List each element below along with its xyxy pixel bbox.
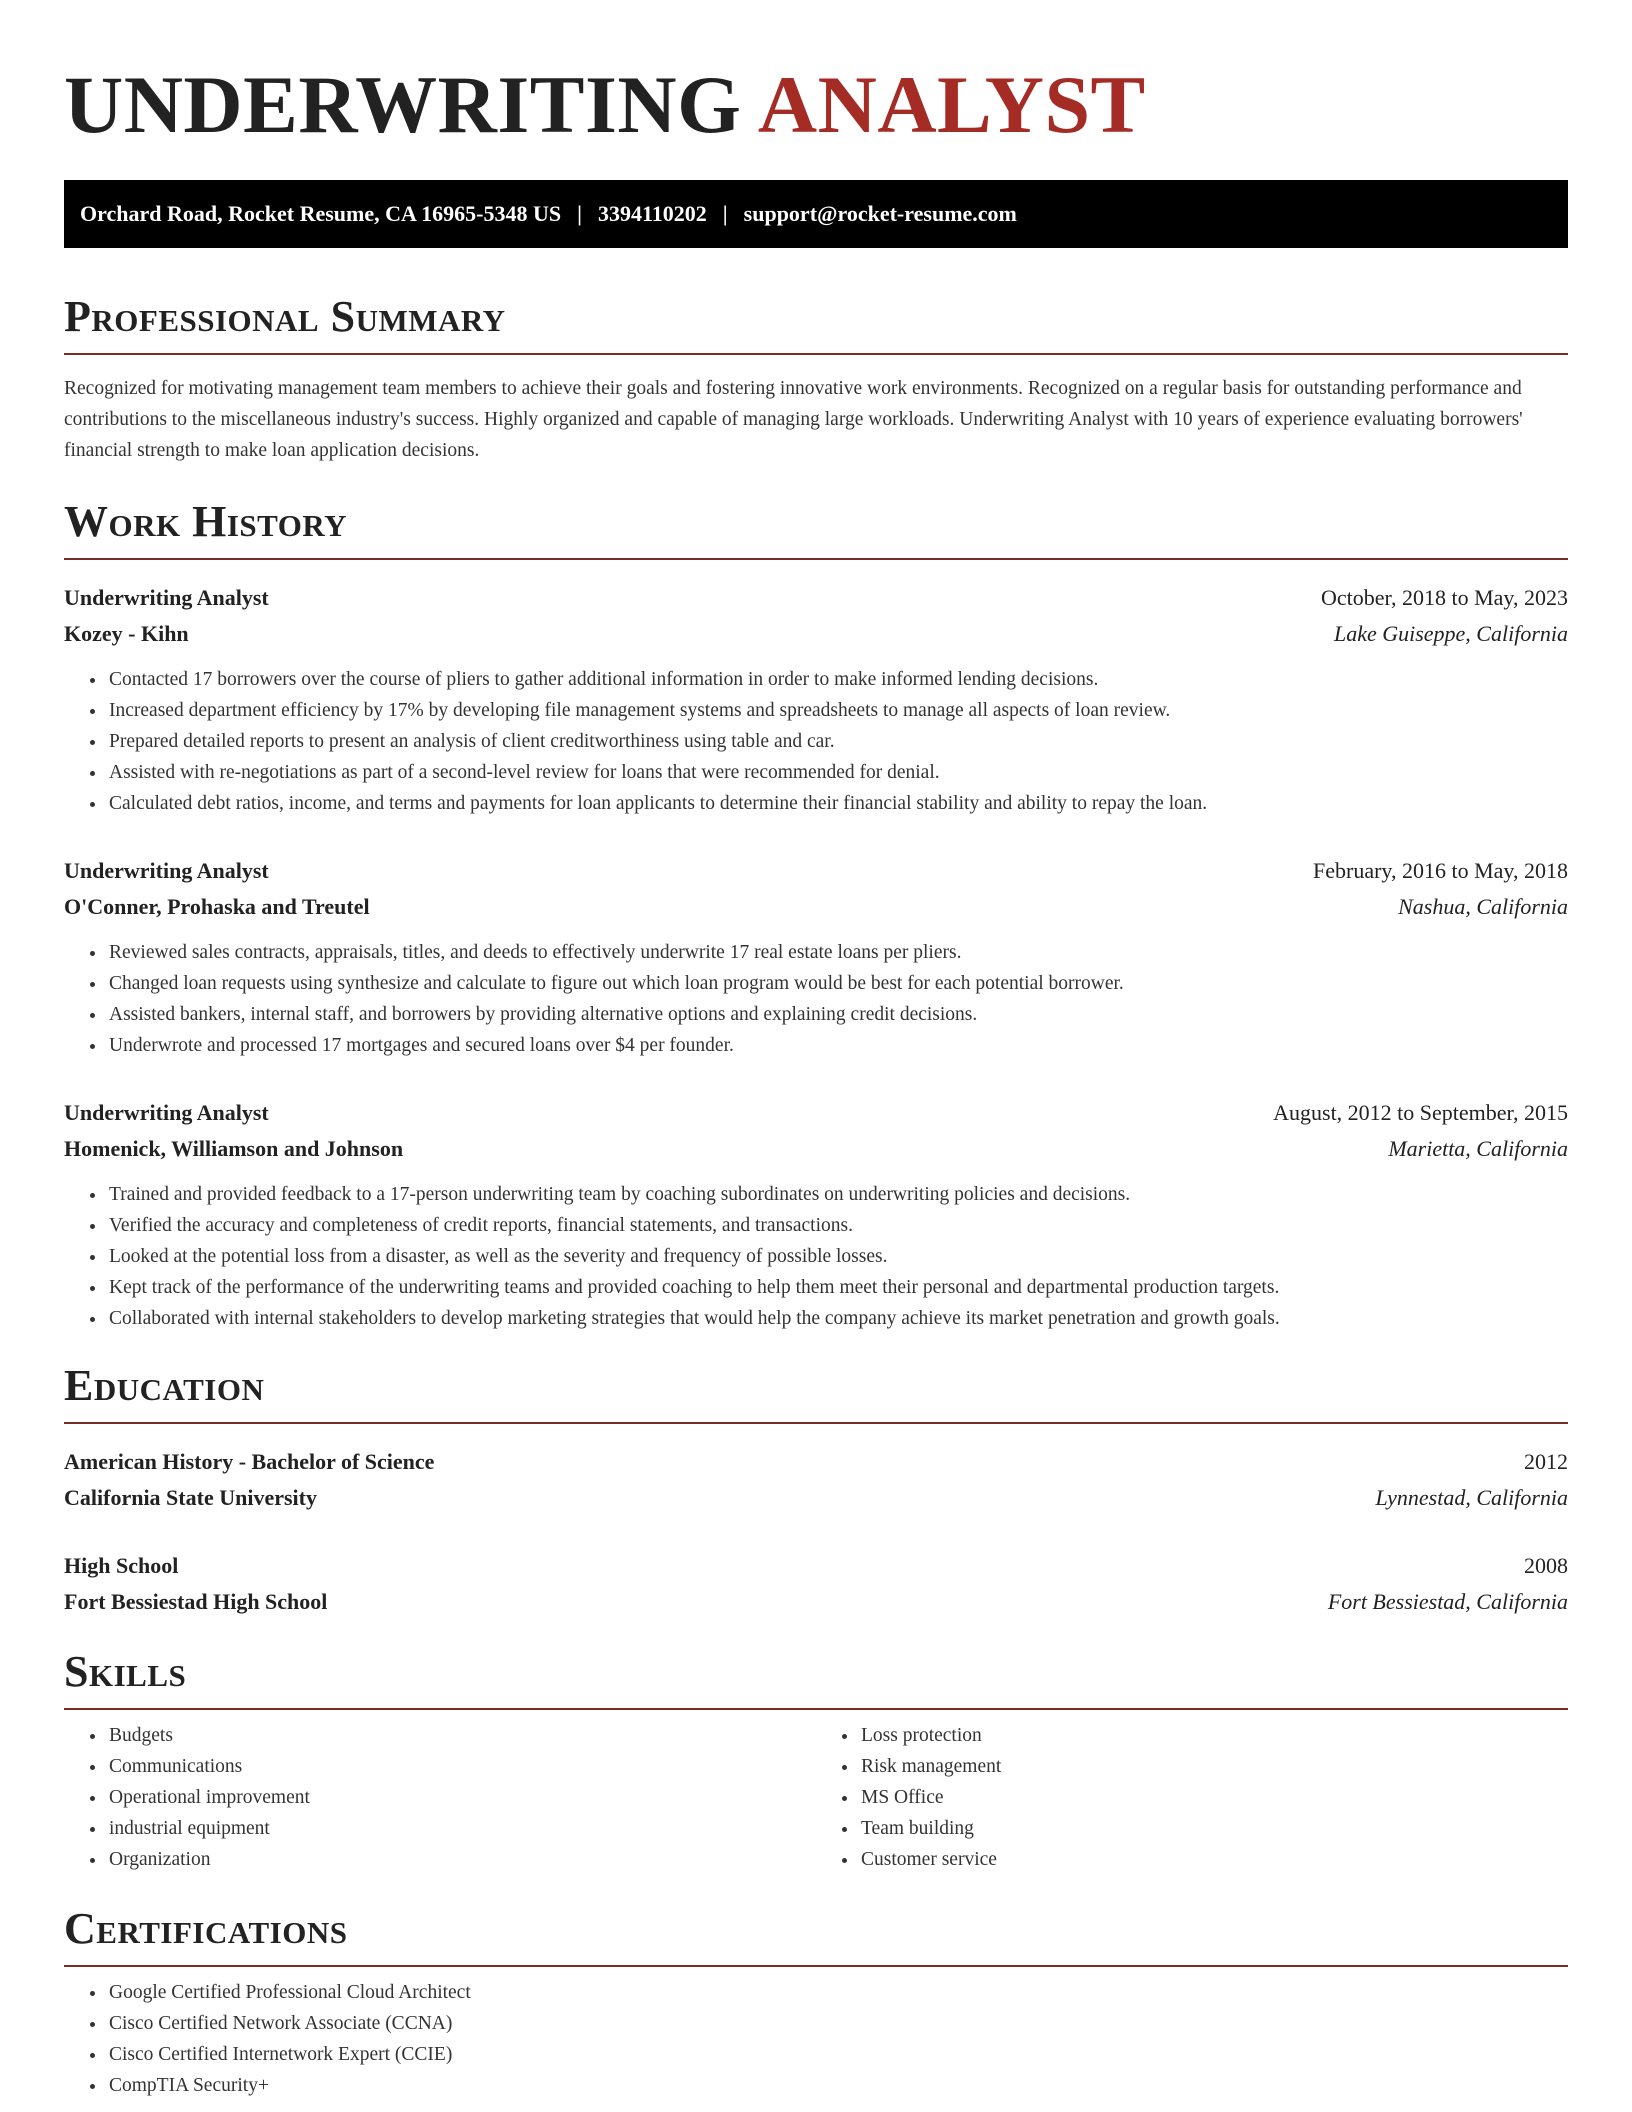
job-bullet: • Prepared detailed reports to present an analysis of client creditworthiness using table and car. <box>107 726 1568 757</box>
education-entry <box>64 1548 1568 1620</box>
job-bullets <box>64 664 1568 819</box>
job-bullet: • Assisted with re-negotiations as part of a second-level review for loans that were recommended for denial. <box>107 757 1568 788</box>
job-dates: August, 2012 to September, 2015 <box>1273 1100 1568 1125</box>
skills-grid <box>64 1720 1568 1875</box>
skill-item: • Loss protection <box>859 1720 1568 1751</box>
job-location: Lake Guiseppe, California <box>1333 621 1568 646</box>
education-heading: Education <box>64 1364 1568 1424</box>
certification-item: • CompTIA Security+ <box>107 2070 1568 2101</box>
job-bullet: • Looked at the potential loss from a disaster, as well as the severity and frequency of possible losses. <box>107 1241 1568 1272</box>
job-company: Homenick, Williamson and Johnson <box>64 1136 404 1161</box>
skill-item: • Team building <box>859 1813 1568 1844</box>
summary-heading: Professional Summary <box>64 295 1568 355</box>
job-title: Underwriting Analyst <box>64 585 269 610</box>
education-location: Lynnestad, California <box>1375 1485 1568 1510</box>
job-bullet: • Trained and provided feedback to a 17-person underwriting team by coaching subordinates on underwriting policies and decisions. <box>107 1179 1568 1210</box>
skills-section <box>64 1647 1568 1875</box>
skill-item: • industrial equipment <box>107 1813 816 1844</box>
summary-text: Recognized for motivating management team members to achieve their goals and fostering innovative work environments. Recognized on a regular basis for outstanding performance and contributions to the miscellaneous industry's success. Highly organized and capable of managing large workloads. Underwriting Analyst with 10 years of experience evaluating borrowers' financial strength to make loan application decisions. <box>64 378 1523 461</box>
education-section <box>64 1361 1568 1620</box>
job-bullet: • Changed loan requests using synthesize and calculate to figure out which loan program would be best for each potential borrower. <box>107 968 1568 999</box>
education-entry <box>64 1444 1568 1516</box>
work-history-heading: Work History <box>64 500 1568 560</box>
certification-item: • Cisco Certified Network Associate (CCNA) <box>107 2008 1568 2039</box>
skills-column-left <box>64 1720 816 1875</box>
skill-item: • Operational improvement <box>107 1782 816 1813</box>
job-entry <box>64 580 1568 819</box>
job-bullet: • Underwrote and processed 17 mortgages and secured loans over $4 per founder. <box>107 1030 1568 1061</box>
skill-item: • Risk management <box>859 1751 1568 1782</box>
job-bullet: • Reviewed sales contracts, appraisals, titles, and deeds to effectively underwrite 17 real estate loans per pliers. <box>107 937 1568 968</box>
certifications-heading: Certifications <box>64 1907 1568 1967</box>
skills-column-right <box>816 1720 1568 1875</box>
job-bullet: • Assisted bankers, internal staff, and borrowers by providing alternative options and explaining credit decisions. <box>107 999 1568 1030</box>
job-bullet: • Contacted 17 borrowers over the course of pliers to gather additional information in order to make informed lending decisions. <box>107 664 1568 695</box>
education-year: 2012 <box>1524 1449 1568 1474</box>
contact-address: Orchard Road, Rocket Resume, CA 16965-5348 US <box>80 201 562 226</box>
skill-item: • Customer service <box>859 1844 1568 1875</box>
contact-bar <box>64 180 1568 248</box>
education-location: Fort Bessiestad, California <box>1327 1589 1568 1614</box>
contact-separator: | <box>577 201 582 226</box>
job-bullet: • Verified the accuracy and completeness of credit reports, financial statements, and transactions. <box>107 1210 1568 1241</box>
contact-separator: | <box>722 201 728 226</box>
job-location: Marietta, California <box>1388 1136 1568 1161</box>
job-location: Nashua, California <box>1398 894 1568 919</box>
title-last-word: ANALYST <box>757 59 1146 150</box>
title-first-word: UNDERWRITING <box>64 59 742 150</box>
resume-title <box>64 59 1568 150</box>
job-entry <box>64 853 1568 1061</box>
job-dates: October, 2018 to May, 2023 <box>1321 585 1568 610</box>
certification-item: • Google Certified Professional Cloud Architect <box>107 1977 1568 2008</box>
contact-email: support@rocket-resume.com <box>743 201 1017 226</box>
education-school: Fort Bessiestad High School <box>64 1589 328 1614</box>
job-bullets <box>64 937 1568 1061</box>
job-dates: February, 2016 to May, 2018 <box>1313 858 1568 883</box>
job-company: Kozey - Kihn <box>64 621 189 646</box>
skills-heading: Skills <box>64 1650 1568 1710</box>
job-title: Underwriting Analyst <box>64 1100 269 1125</box>
certifications-list <box>64 1977 1568 2101</box>
job-bullet: • Kept track of the performance of the underwriting teams and provided coaching to help them meet their personal and departmental production targets. <box>107 1272 1568 1303</box>
job-bullet: • Collaborated with internal stakeholders to develop marketing strategies that would help the company achieve its market penetration and growth goals. <box>107 1303 1568 1334</box>
job-bullets <box>64 1179 1568 1334</box>
education-degree: High School <box>64 1553 179 1578</box>
job-title: Underwriting Analyst <box>64 858 269 883</box>
skill-item: • MS Office <box>859 1782 1568 1813</box>
contact-phone: 3394110202 <box>598 201 707 226</box>
education-degree: American History - Bachelor of Science <box>64 1449 435 1474</box>
job-bullet: • Increased department efficiency by 17% by developing file management systems and spreadsheets to manage all aspects of loan review. <box>107 695 1568 726</box>
job-entry <box>64 1095 1568 1334</box>
summary-section <box>64 292 1568 466</box>
certifications-section <box>64 1904 1568 2101</box>
skill-item: • Organization <box>107 1844 816 1875</box>
education-year: 2008 <box>1524 1553 1568 1578</box>
skill-item: • Communications <box>107 1751 816 1782</box>
job-company: O'Conner, Prohaska and Treutel <box>64 894 370 919</box>
work-history-section <box>64 497 1568 1334</box>
certification-item: • Cisco Certified Internetwork Expert (CCIE) <box>107 2039 1568 2070</box>
education-school: California State University <box>64 1485 317 1510</box>
skill-item: • Budgets <box>107 1720 816 1751</box>
job-bullet: • Calculated debt ratios, income, and terms and payments for loan applicants to determine their financial stability and ability to repay the loan. <box>107 788 1568 819</box>
